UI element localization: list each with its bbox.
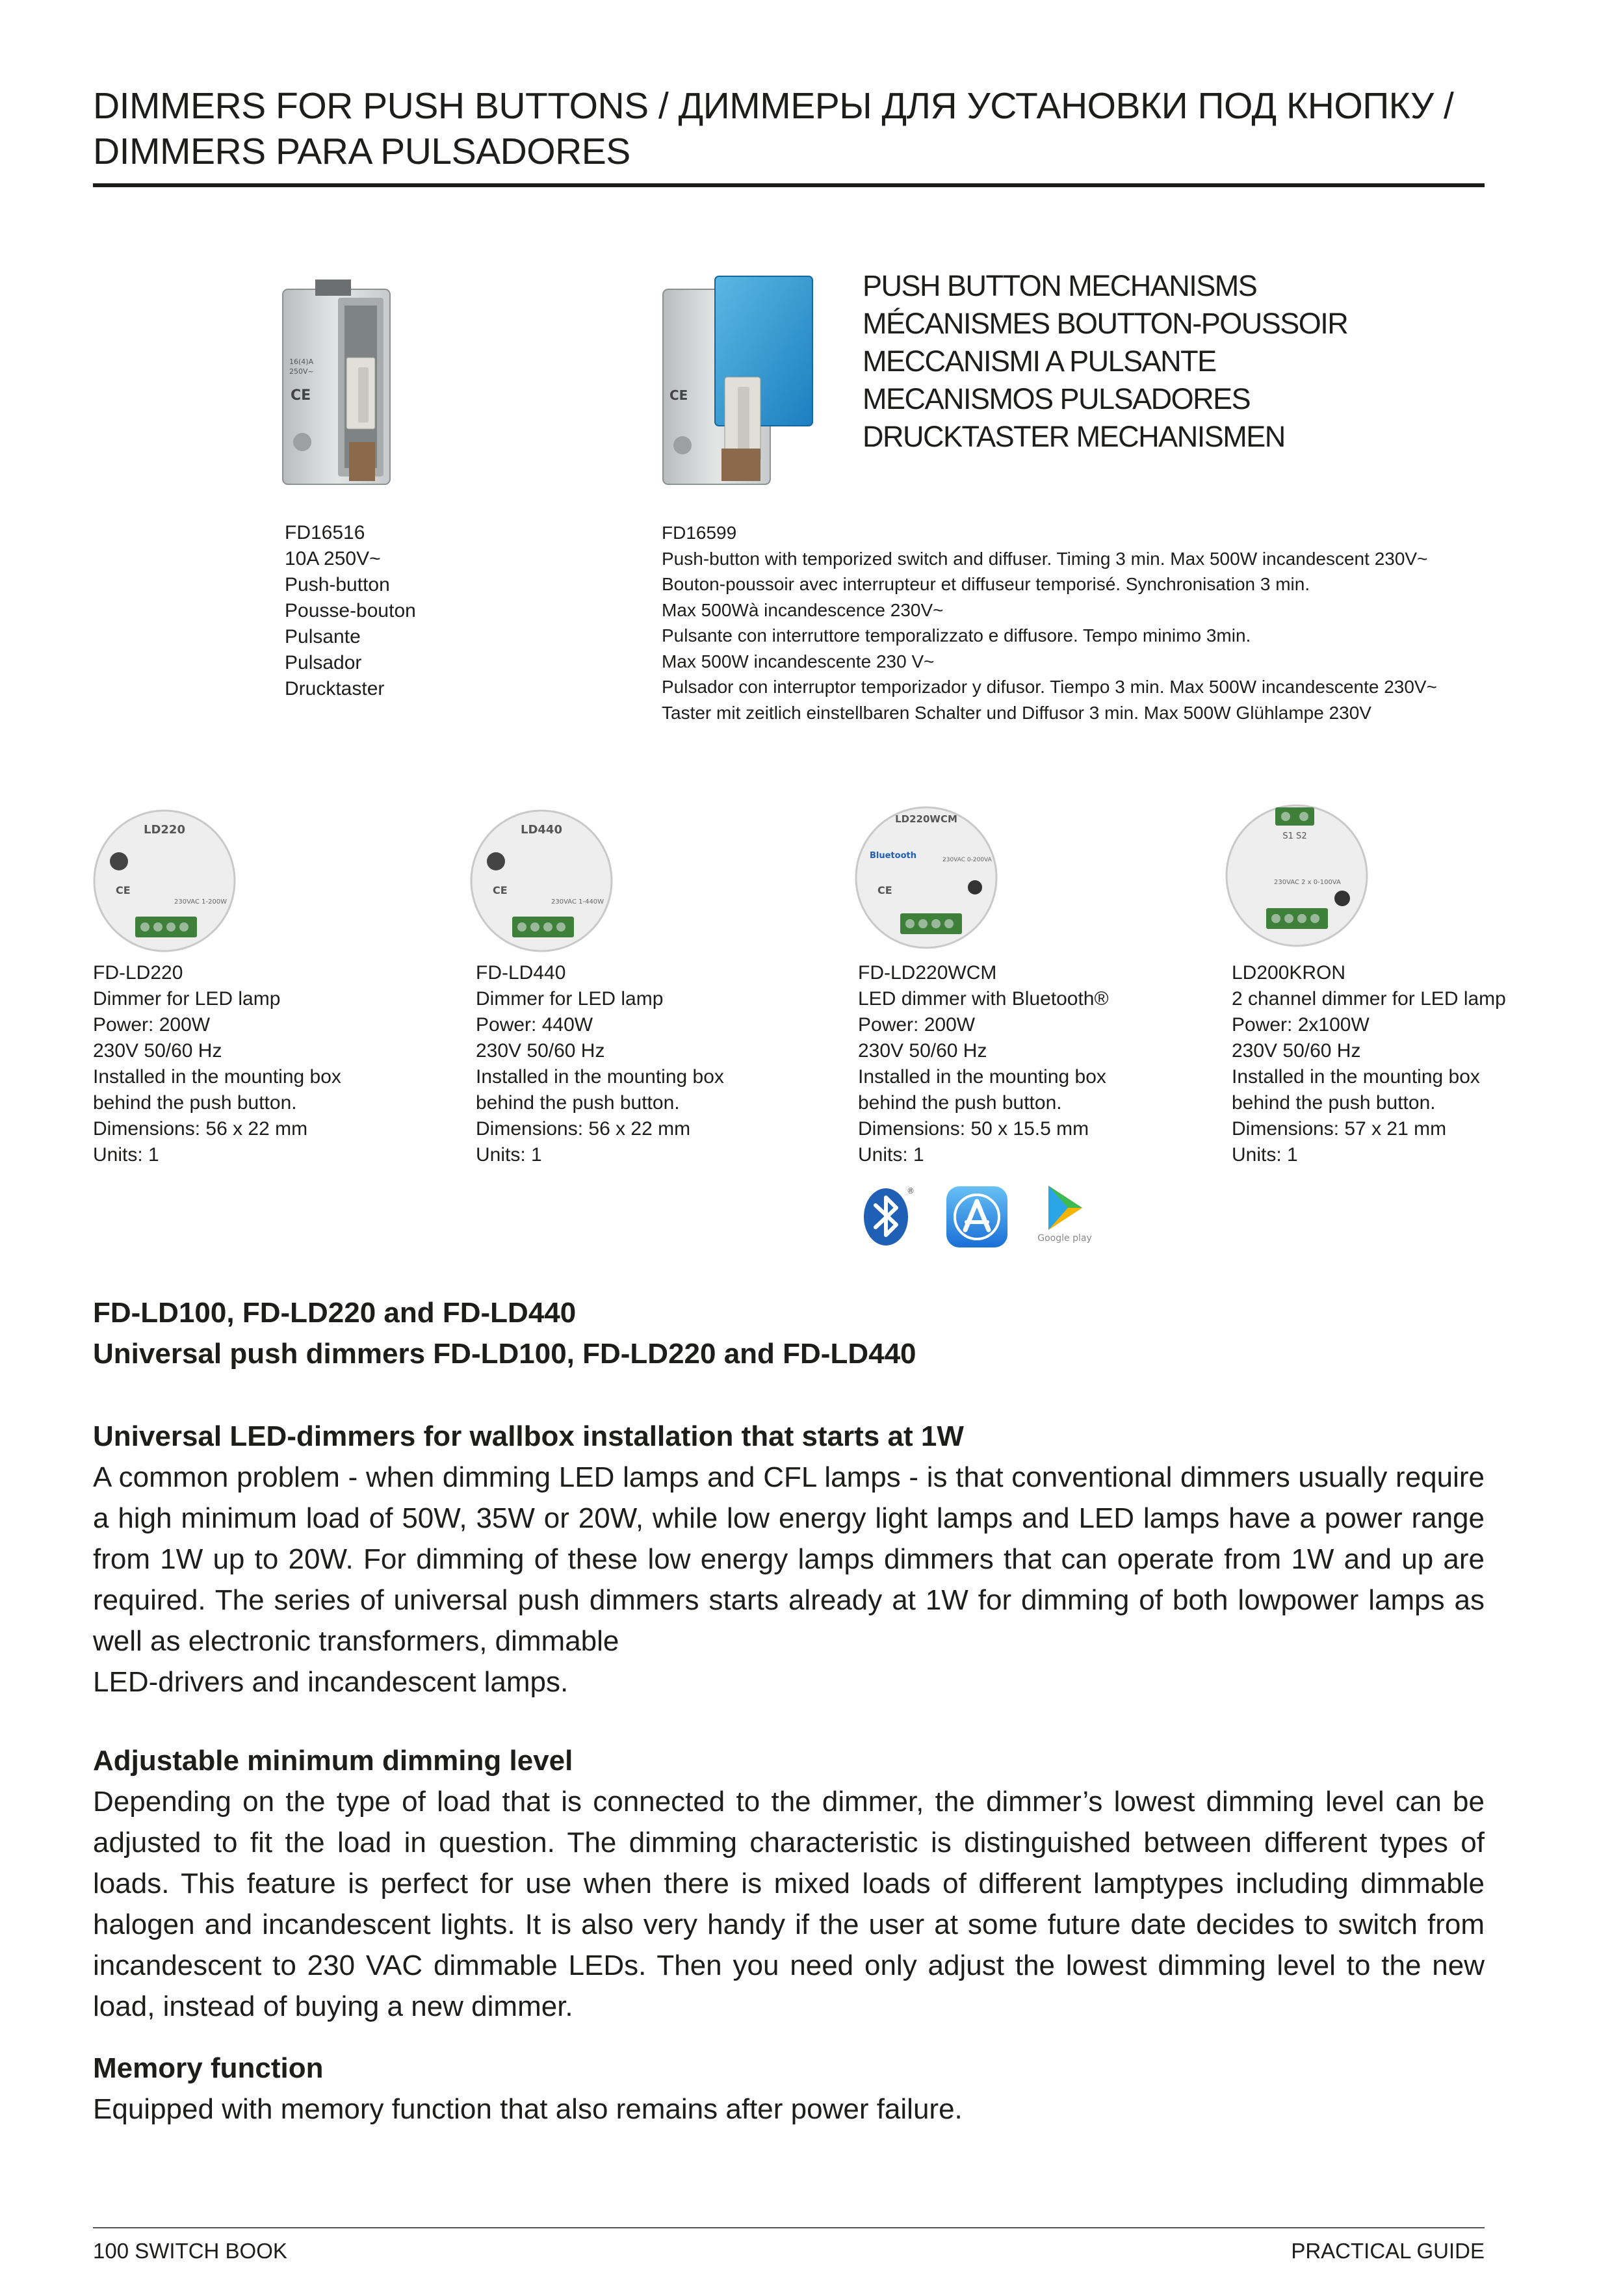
footer-section-name: PRACTICAL GUIDE [1291,2239,1485,2263]
product-code: FD16599 [662,523,737,543]
header-divider [93,183,1485,187]
spec-line: Dimmer for LED lamp [93,988,281,1010]
spec-line: Units: 1 [93,1144,159,1166]
page-title [93,83,1490,174]
section-paragraph: Depending on the type of load that is connected to the dimmer, the dimmer’s lowest dimming level can be adjusted to fit the load in question. The dimming characteristic is distinguished between different types of loads. This feature is perfect for use when there is mixed loads of different lamptypes including dimmable halogen and incandescent lights. It is also very handy if the user at some future date decides to switch from incandescent to 230 VAC dimmable LEDs. Then you need only adjust the lowest dimming level to the new load, instead of buying a new dimmer. [93,1786,1485,2022]
footer-left [93,2239,287,2263]
spec-line: Dimensions: 56 x 22 mm [93,1118,308,1140]
section-paragraph: Equipped with memory function that also remains after power failure. [93,2093,963,2125]
spec-line: Drucktaster [285,678,385,699]
page-number: 100 [93,2239,129,2263]
book-name: SWITCH BOOK [135,2239,287,2263]
product-code: LD200KRON [1232,962,1346,984]
fd16599-product-image [650,273,832,494]
spec-line: Units: 1 [1232,1144,1298,1166]
dimmer-label: LD220 [144,823,185,837]
section-adjustable-minimum [93,1740,1485,2027]
spec-line: Units: 1 [476,1144,542,1166]
spec-line: 10A 250V~ [285,548,381,569]
spec-line: Dimensions: 57 x 21 mm [1232,1118,1447,1140]
spec-line: 230V 50/60 Hz [1232,1040,1361,1062]
article-title [93,1292,1485,1374]
fd-ld220wcm-product-image [851,803,1001,952]
spec-line: Pousse-bouton [285,600,416,621]
section-heading: Adjustable minimum dimming level [93,1745,573,1777]
dimmer-label: LD220WCM [895,813,957,825]
google-play-triangle-icon [1042,1183,1087,1233]
dimmer-rating: 230VAC 1-440W [551,898,604,906]
fd16516-product-image [276,280,400,494]
section-heading: Memory function [93,2052,324,2084]
svg-text:CE: CE [291,387,311,404]
spec-line: Dimensions: 50 x 15.5 mm [858,1118,1089,1140]
app-store-icon [944,1184,1009,1249]
footer-divider [93,2227,1485,2228]
spec-line: behind the push button. [476,1092,680,1114]
svg-text:250V~: 250V~ [289,367,314,376]
spec-line: behind the push button. [858,1092,1062,1114]
spec-line: Installed in the mounting box [858,1066,1106,1088]
svg-text:16(4)A: 16(4)A [289,358,314,366]
fd-ld440-product-image [467,806,616,956]
fd-ld440-spec [476,960,724,1168]
google-play-icon [1029,1183,1100,1255]
dimmer-rating: 230VAC 2 x 0-100VA [1274,879,1341,886]
spec-line: Power: 440W [476,1014,593,1036]
spec-line: Pulsante con interruttore temporalizzato e diffusore. Tempo minimo 3min. [662,625,1251,646]
dimmer-badge: Bluetooth [870,851,916,861]
fd16599-spec [662,520,1437,725]
dimmer-rating: 230VAC 1-200W [174,898,227,906]
fd-ld220-spec [93,960,341,1168]
section-universal-led-dimmers [93,1416,1485,1702]
svg-text:CE: CE [669,387,688,403]
section-memory-function [93,2048,1485,2130]
dimmer-label: S1 S2 [1282,831,1307,841]
product-code: FD16516 [285,522,365,543]
spec-line: Installed in the mounting box [93,1066,341,1088]
spec-line: 230V 50/60 Hz [476,1040,605,1062]
google-play-label: Google play [1037,1233,1092,1244]
ld200kron-spec [1232,960,1506,1168]
spec-line: Taster mit zeitlich einstellbaren Schalter und Diffusor 3 min. Max 500W Glühlampe 230V [662,702,1371,723]
product-code: FD-LD220 [93,962,183,984]
spec-line: Pulsante [285,626,361,647]
spec-line: Bouton-poussoir avec interrupteur et diffuseur temporisé. Synchronisation 3 min. [662,574,1310,594]
spec-line: Pulsador con interruptor temporizador y difusor. Tiempo 3 min. Max 500W incandescente 230V~ [662,677,1437,697]
spec-line: Pulsador [285,652,362,673]
spec-line: Installed in the mounting box [476,1066,724,1088]
section-paragraph-last-line: LED-drivers and incandescent lamps. [93,1666,569,1698]
spec-line: Dimensions: 56 x 22 mm [476,1118,691,1140]
spec-line: 2 channel dimmer for LED lamp [1232,988,1506,1010]
spec-line: Dimmer for LED lamp [476,988,664,1010]
spec-line: Push-button with temporized switch and diffuser. Timing 3 min. Max 500W incandescent 230V~ [662,548,1428,569]
spec-line: Power: 200W [858,1014,976,1036]
svg-text:CE: CE [877,884,892,896]
spec-line: 230V 50/60 Hz [93,1040,222,1062]
ld200kron-product-image [1222,801,1371,950]
dimmer-label: LD440 [521,823,562,837]
pbm-title-line: MECANISMOS PULSADORES [863,382,1251,415]
dimmer-rating: 230VAC 0-200VA [942,857,992,863]
spec-line: Push-button [285,574,390,595]
spec-line: Power: 200W [93,1014,211,1036]
spec-line: Units: 1 [858,1144,924,1166]
spec-line: behind the push button. [93,1092,297,1114]
bluetooth-icon [861,1183,913,1248]
spec-line: Installed in the mounting box [1232,1066,1480,1088]
spec-line: Max 500W incandescente 230 V~ [662,651,935,672]
pbm-title-line: MECCANISMI A PULSANTE [863,345,1216,378]
fd-ld220-product-image [90,806,239,956]
push-button-mechanisms-title [863,267,1347,456]
svg-text:CE: CE [493,884,508,896]
page-title-line-1: DIMMERS FOR PUSH BUTTONS / ДИММЕРЫ ДЛЯ УСТАНОВКИ ПОД КНОПКУ / [93,85,1454,127]
spec-line: 230V 50/60 Hz [858,1040,987,1062]
section-heading: Universal LED-dimmers for wallbox installation that starts at 1W [93,1420,964,1452]
product-code: FD-LD220WCM [858,962,997,984]
article-title-line-1: FD-LD100, FD-LD220 and FD-LD440 [93,1297,577,1329]
svg-text:®: ® [907,1186,915,1195]
product-code: FD-LD440 [476,962,566,984]
spec-line: behind the push button. [1232,1092,1436,1114]
fd-ld220wcm-spec [858,960,1109,1168]
pbm-title-line: PUSH BUTTON MECHANISMS [863,269,1257,302]
spec-line: Max 500Wà incandescence 230V~ [662,599,944,620]
svg-text:CE: CE [116,884,131,896]
pbm-title-line: MÉCANISMES BOUTTON-POUSSOIR [863,307,1348,340]
page-title-line-2: DIMMERS PARA PULSADORES [93,131,630,172]
section-paragraph: A common problem - when dimming LED lamps and CFL lamps - is that conventional dimmers usually require a high minimum load of 50W, 35W or 20W, while low energy light lamps and LED lamps have a power range from 1W up to 20W. For dimming of these low energy lamps dimmers that can operate from 1W and up are required. The series of universal push dimmers starts already at 1W for dimming of both lowpower lamps as well as electronic transformers, dimmable [93,1461,1485,1657]
spec-line: Power: 2x100W [1232,1014,1370,1036]
pbm-title-line: DRUCKTASTER MECHANISMEN [863,420,1285,453]
article-title-line-2: Universal push dimmers FD-LD100, FD-LD220 and FD-LD440 [93,1338,916,1370]
spec-line: LED dimmer with Bluetooth® [858,988,1109,1010]
fd16516-spec [285,520,416,702]
